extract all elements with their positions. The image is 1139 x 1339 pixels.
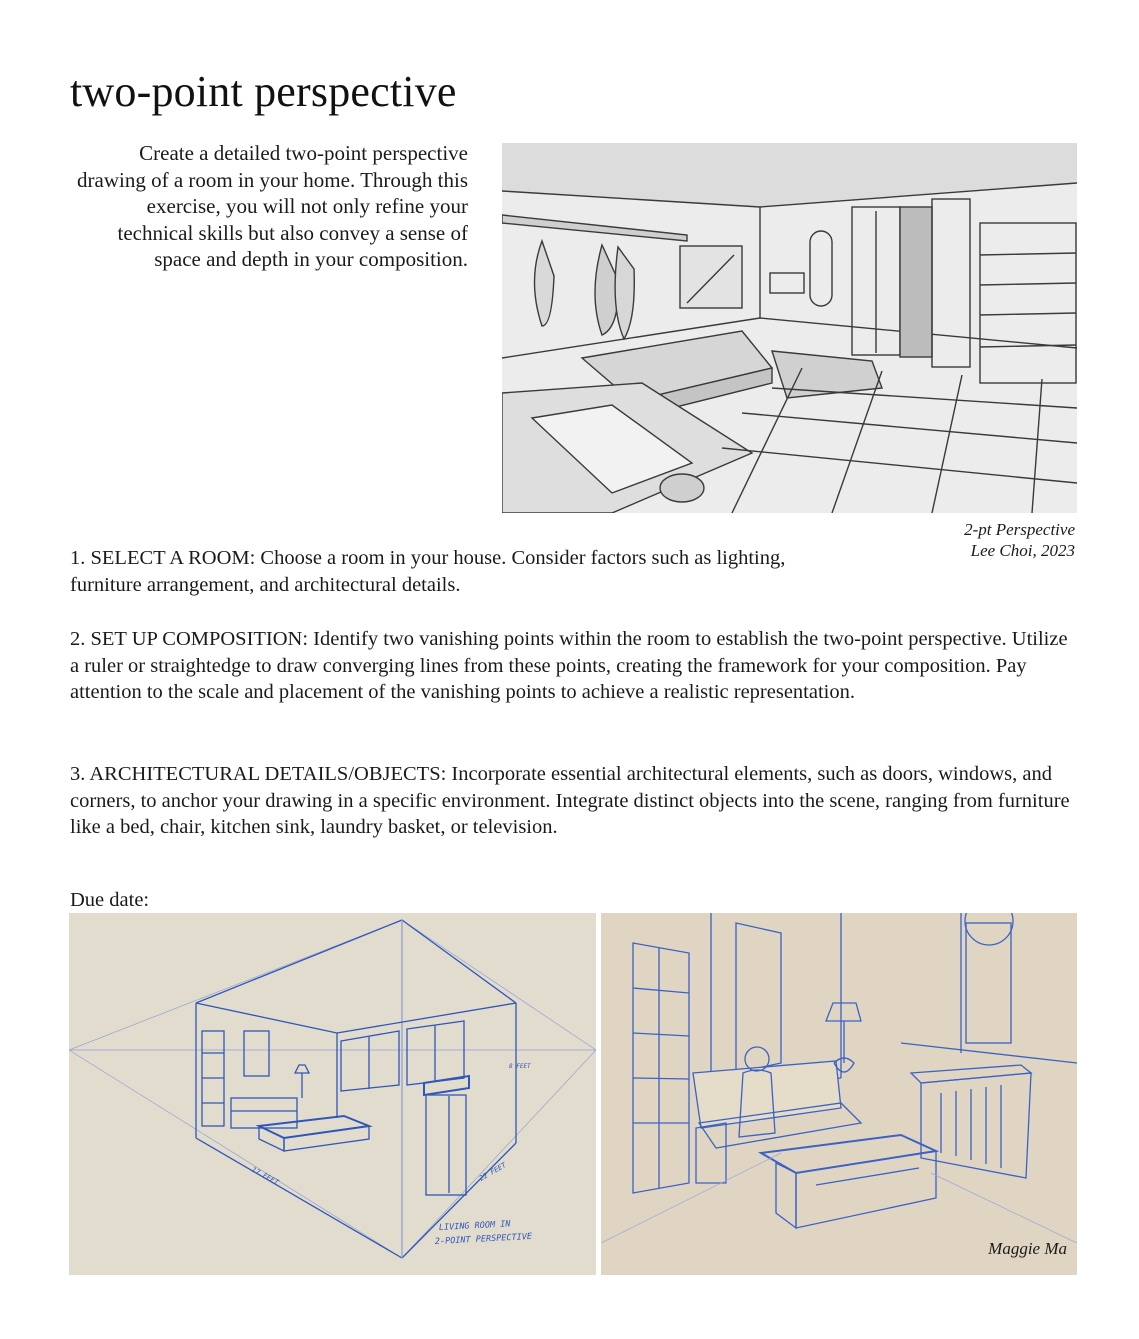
top-image-caption <box>964 519 1075 561</box>
step-2-set-up-composition: 2. SET UP COMPOSITION: Identify two vanishing points within the room to establish the two-point perspective. Utilize a ruler or straightedge to draw converging lines from these points, creating the framework for your composition. Pay attention to the scale and placement of the vanishing points to achieve a realistic representation. <box>70 628 1068 703</box>
step-1-select-room: 1. SELECT A ROOM: Choose a room in your house. Consider factors such as lighting, furniture arrangement, and architectural details. <box>70 547 786 596</box>
page-title: two-point perspective <box>70 67 457 116</box>
bedroom-sketch <box>502 143 1077 513</box>
bottom-image-caption: Maggie Ma <box>988 1239 1067 1258</box>
measurement-17-feet: 17 FEET <box>250 1165 280 1187</box>
example-sketch-living-room-right <box>601 913 1077 1275</box>
example-sketch-living-room-left <box>69 913 596 1275</box>
handwritten-label-line1: LIVING ROOM IN <box>438 1219 511 1233</box>
example-drawing-bedroom <box>502 143 1077 513</box>
caption-title: 2-pt Perspective <box>964 520 1075 539</box>
handwritten-label-line2: 2-POINT PERSPECTIVE <box>434 1231 533 1247</box>
measurement-8-feet: 8 FEET <box>509 1063 531 1070</box>
intro-paragraph: Create a detailed two-point perspective drawing of a room in your home. Through this exercise, you will not only refine your technical skills but also convey a sense of space and depth in your composition. <box>77 141 468 271</box>
due-date-label: Due date: <box>70 889 150 911</box>
caption-artist: Lee Choi, 2023 <box>970 541 1075 560</box>
living-room-sofa-sketch <box>601 913 1077 1275</box>
living-room-perspective-sketch <box>69 913 596 1275</box>
measurement-22-feet: 22 FEET <box>478 1161 508 1183</box>
step-3-architectural-details: 3. ARCHITECTURAL DETAILS/OBJECTS: Incorporate essential architectural elements, such as doors, windows, and corners, to anchor your drawing in a specific environment. Integrate distinct objects into the scene, ranging from furniture like a bed, chair, kitchen sink, laundry basket, or television. <box>70 763 1070 838</box>
